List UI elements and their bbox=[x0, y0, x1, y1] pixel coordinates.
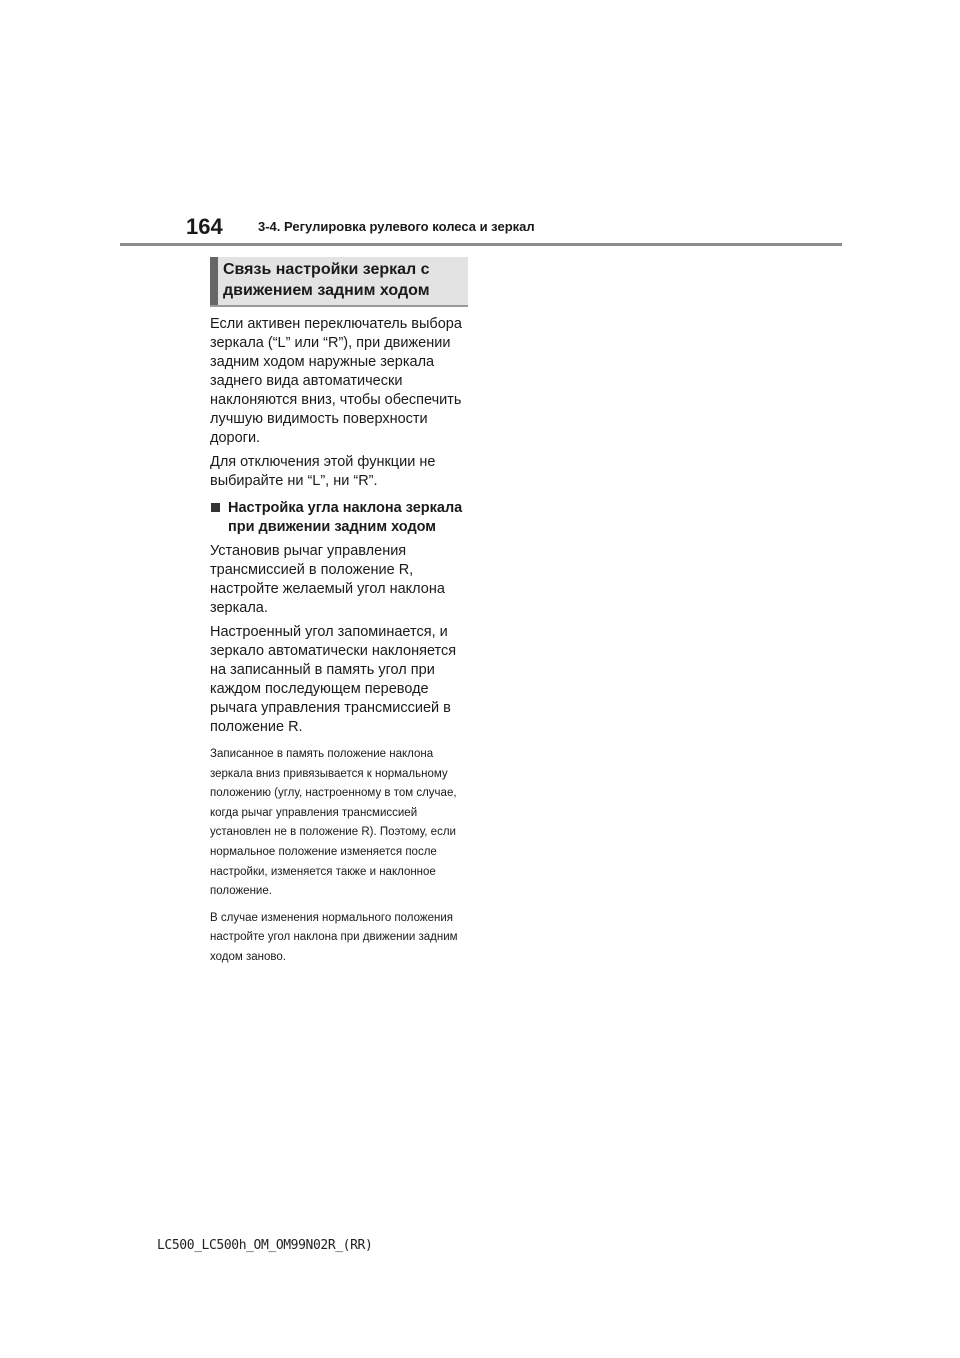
heading-accent-bar bbox=[210, 257, 218, 305]
paragraph-setup: Установив рычаг управления трансмиссией в положение R, настройте желаемый угол наклона зеркала. bbox=[210, 543, 445, 616]
header-divider bbox=[120, 243, 842, 246]
section-heading-box bbox=[210, 257, 468, 307]
square-bullet-icon bbox=[211, 503, 220, 512]
paragraph-disable: Для отключения этой функции не выбирайте ни “L”, ни “R”. bbox=[210, 454, 436, 489]
content-column bbox=[210, 315, 468, 968]
subsection-heading bbox=[210, 499, 468, 537]
footer-doc-code: LC500_LC500h_OM_OM99N02R_(RR) bbox=[157, 1238, 373, 1253]
section-heading: Связь настройки зеркал с движением задним ходом bbox=[223, 261, 430, 299]
page-number: 164 bbox=[186, 214, 223, 239]
paragraph-intro: Если активен переключатель выбора зеркала (“L” или “R”), при движении задним ходом наружные зеркала заднего вида автоматически наклоняются вниз, чтобы обеспечить лучшую видимость поверхности дороги. bbox=[210, 316, 462, 446]
section-title: 3-4. Регулировка рулевого колеса и зеркал bbox=[258, 219, 535, 234]
paragraph-memory: Настроенный угол запоминается, и зеркало автоматически наклоняется на записанный в память угол при каждом последующем переводе рычага управления трансмиссией в положение R. bbox=[210, 624, 457, 735]
note-memory-link: Записанное в память положение наклона зеркала вниз привязывается к нормальному положению (углу, настроенному в том случае, когда рычаг управления трансмиссией установлен не в положение R). Поэтому, если нормальное положение изменяется после настройки, изменяется также и наклонное положение. bbox=[210, 748, 457, 898]
subsection-title: Настройка угла наклона зеркала при движении задним ходом bbox=[228, 500, 463, 535]
note-readjust: В случае изменения нормального положения настройте угол наклона при движении задним ходом заново. bbox=[210, 911, 458, 963]
